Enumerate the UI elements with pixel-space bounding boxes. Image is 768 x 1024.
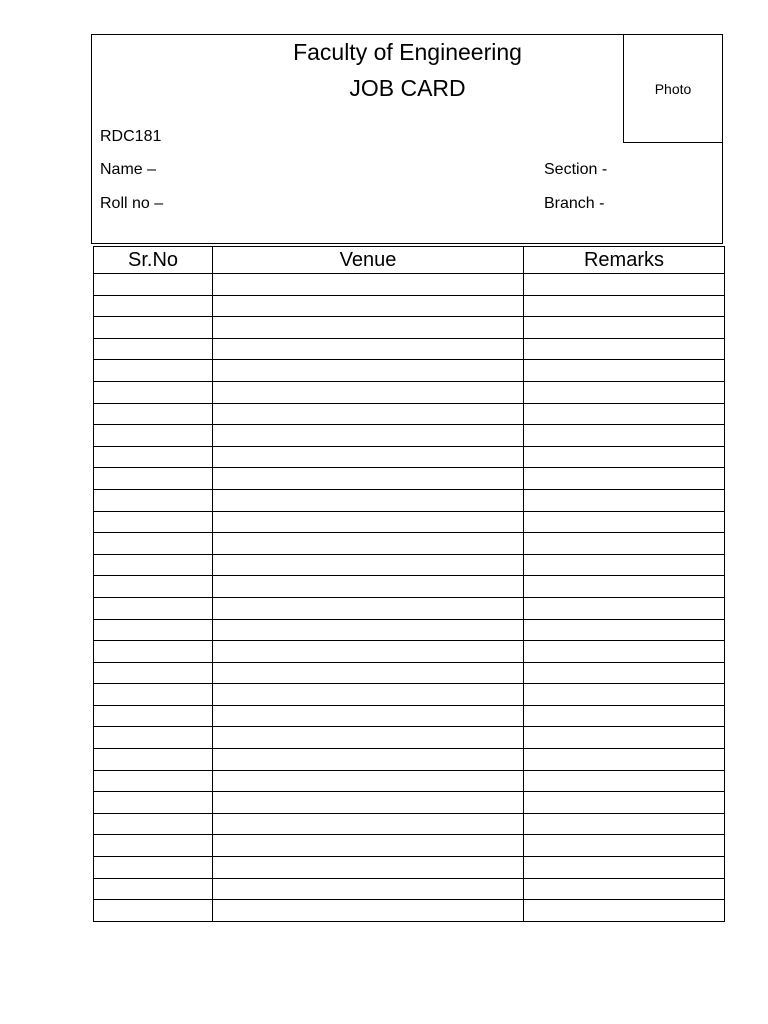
remarks-cell[interactable] [524,511,725,533]
sr-no-cell[interactable] [94,360,213,382]
venue-cell[interactable] [213,705,524,727]
table-header-row [94,247,725,274]
venue-cell[interactable] [213,878,524,900]
column-header-venue: Venue [213,247,524,274]
table-row [94,641,725,663]
sr-no-cell[interactable] [94,533,213,555]
remarks-cell[interactable] [524,554,725,576]
venue-cell[interactable] [213,554,524,576]
remarks-cell[interactable] [524,576,725,598]
sr-no-cell[interactable] [94,684,213,706]
remarks-cell[interactable] [524,619,725,641]
remarks-cell[interactable] [524,770,725,792]
sr-no-cell[interactable] [94,554,213,576]
venue-cell[interactable] [213,381,524,403]
document-title: JOB CARD [349,75,466,101]
remarks-cell[interactable] [524,835,725,857]
table-row [94,338,725,360]
remarks-cell[interactable] [524,749,725,771]
remarks-cell[interactable] [524,489,725,511]
venue-cell[interactable] [213,727,524,749]
table-row [94,360,725,382]
venue-cell[interactable] [213,360,524,382]
sr-no-cell[interactable] [94,641,213,663]
remarks-cell[interactable] [524,597,725,619]
remarks-cell[interactable] [524,468,725,490]
remarks-cell[interactable] [524,900,725,922]
sr-no-cell[interactable] [94,597,213,619]
table-row [94,403,725,425]
venue-cell[interactable] [213,900,524,922]
sr-no-cell[interactable] [94,878,213,900]
remarks-cell[interactable] [524,813,725,835]
remarks-cell[interactable] [524,533,725,555]
remarks-cell[interactable] [524,317,725,339]
sr-no-cell[interactable] [94,900,213,922]
table-row [94,381,725,403]
venue-cell[interactable] [213,446,524,468]
sr-no-cell[interactable] [94,425,213,447]
sr-no-cell[interactable] [94,274,213,296]
remarks-cell[interactable] [524,360,725,382]
venue-cell[interactable] [213,403,524,425]
sr-no-cell[interactable] [94,381,213,403]
section-label: Section - [544,161,608,178]
venue-cell[interactable] [213,749,524,771]
sr-no-cell[interactable] [94,511,213,533]
remarks-cell[interactable] [524,274,725,296]
venue-cell[interactable] [213,295,524,317]
table-row [94,770,725,792]
remarks-cell[interactable] [524,705,725,727]
sr-no-cell[interactable] [94,792,213,814]
job-card-table [93,246,725,922]
table-row [94,274,725,296]
institution-title: Faculty of Engineering [293,39,522,65]
table-row [94,295,725,317]
table-row [94,317,725,339]
table-row [94,727,725,749]
venue-cell[interactable] [213,684,524,706]
remarks-cell[interactable] [524,662,725,684]
sr-no-cell[interactable] [94,338,213,360]
remarks-cell[interactable] [524,381,725,403]
venue-cell[interactable] [213,317,524,339]
venue-cell[interactable] [213,489,524,511]
table-row [94,597,725,619]
venue-cell[interactable] [213,619,524,641]
table-row [94,576,725,598]
photo-label: Photo [654,80,692,97]
table-row [94,533,725,555]
branch-label: Branch - [544,195,605,212]
remarks-cell[interactable] [524,878,725,900]
table-row [94,468,725,490]
table-row [94,900,725,922]
venue-cell[interactable] [213,511,524,533]
venue-cell[interactable] [213,770,524,792]
column-header-remarks: Remarks [524,247,725,274]
venue-cell[interactable] [213,597,524,619]
name-label: Name – [100,161,157,178]
remarks-cell[interactable] [524,295,725,317]
remarks-cell[interactable] [524,403,725,425]
venue-cell[interactable] [213,835,524,857]
column-header-sr-no: Sr.No [94,247,213,274]
remarks-cell[interactable] [524,792,725,814]
table-row [94,813,725,835]
sr-no-cell[interactable] [94,705,213,727]
card-code: RDC181 [100,128,162,145]
venue-cell[interactable] [213,662,524,684]
remarks-cell[interactable] [524,425,725,447]
sr-no-cell[interactable] [94,835,213,857]
venue-cell[interactable] [213,533,524,555]
venue-cell[interactable] [213,576,524,598]
remarks-cell[interactable] [524,684,725,706]
venue-cell[interactable] [213,641,524,663]
sr-no-cell[interactable] [94,813,213,835]
table-row [94,446,725,468]
table-row [94,835,725,857]
table-row [94,619,725,641]
venue-cell[interactable] [213,857,524,879]
sr-no-cell[interactable] [94,619,213,641]
venue-cell[interactable] [213,468,524,490]
photo-box [623,34,723,143]
venue-cell[interactable] [213,338,524,360]
sr-no-cell[interactable] [94,403,213,425]
remarks-cell[interactable] [524,857,725,879]
table-row [94,684,725,706]
table-row [94,511,725,533]
sr-no-cell[interactable] [94,468,213,490]
table-row [94,857,725,879]
roll-no-label: Roll no – [100,195,164,212]
sr-no-cell[interactable] [94,317,213,339]
table-row [94,705,725,727]
venue-cell[interactable] [213,425,524,447]
table-row [94,554,725,576]
table-row [94,792,725,814]
sr-no-cell[interactable] [94,770,213,792]
table-row [94,878,725,900]
remarks-cell[interactable] [524,446,725,468]
remarks-cell[interactable] [524,727,725,749]
sr-no-cell[interactable] [94,489,213,511]
remarks-cell[interactable] [524,641,725,663]
table-row [94,749,725,771]
sr-no-cell[interactable] [94,446,213,468]
venue-cell[interactable] [213,274,524,296]
venue-cell[interactable] [213,792,524,814]
table-row [94,489,725,511]
sr-no-cell[interactable] [94,749,213,771]
sr-no-cell[interactable] [94,857,213,879]
table-row [94,662,725,684]
remarks-cell[interactable] [524,338,725,360]
sr-no-cell[interactable] [94,576,213,598]
sr-no-cell[interactable] [94,727,213,749]
sr-no-cell[interactable] [94,662,213,684]
sr-no-cell[interactable] [94,295,213,317]
venue-cell[interactable] [213,813,524,835]
table-row [94,425,725,447]
